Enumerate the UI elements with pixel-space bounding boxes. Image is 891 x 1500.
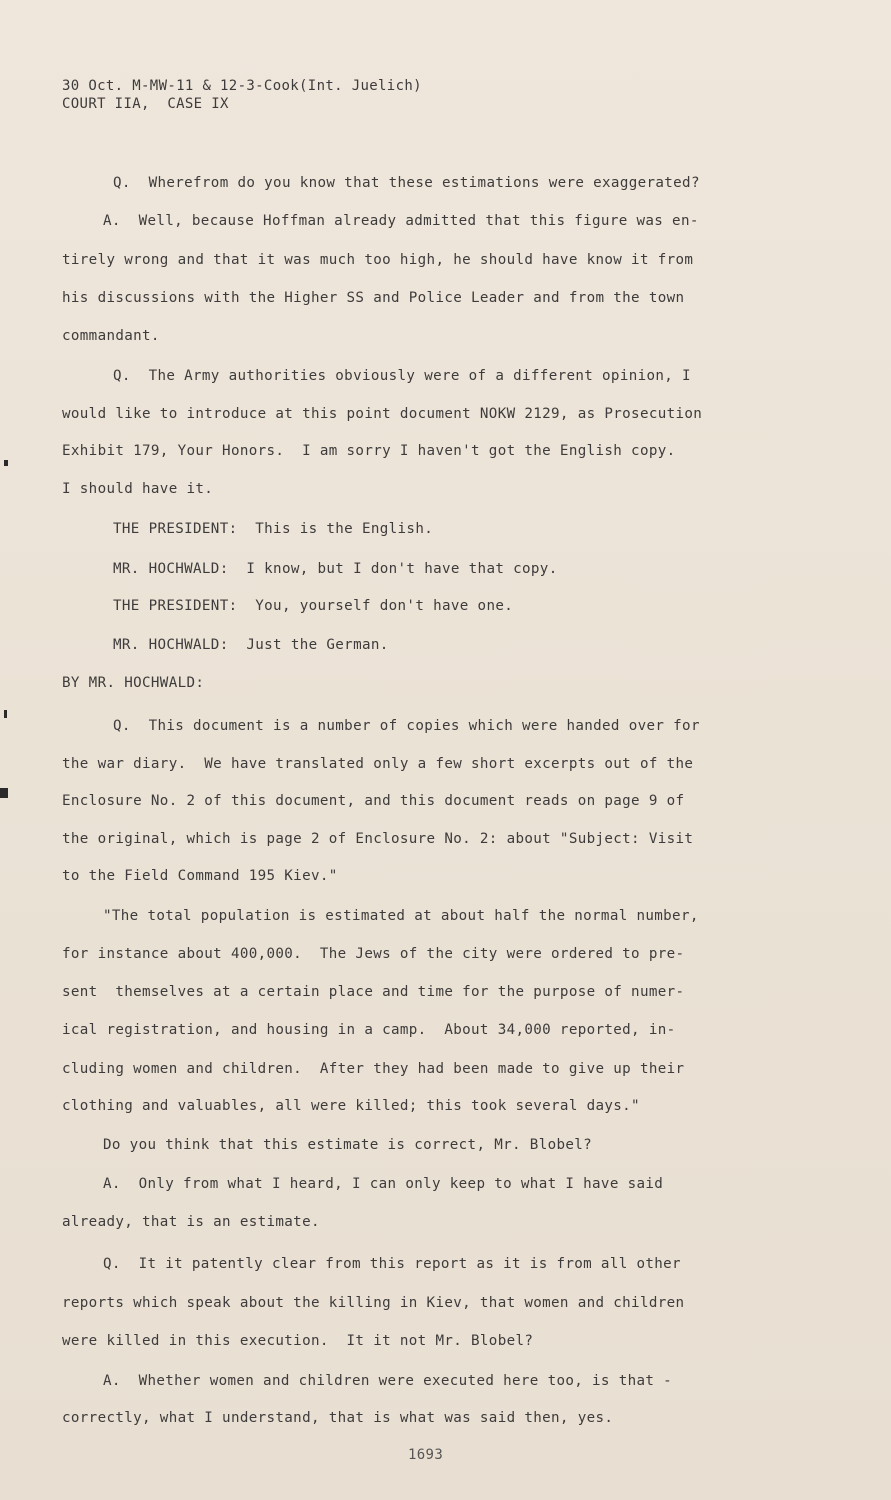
text-line: the original, which is page 2 of Enclosure No. 2: about "Subject: Visit bbox=[62, 831, 694, 847]
text-line: commandant. bbox=[62, 328, 160, 344]
answer-line: A. Whether women and children were executed here too, is that - bbox=[103, 1373, 673, 1389]
header-session-line: 30 Oct. M-MW-11 & 12-3-Cook(Int. Juelich) bbox=[62, 78, 422, 94]
question-line: Q. It it patently clear from this report as it is from all other bbox=[103, 1256, 681, 1272]
president-line: THE PRESIDENT: This is the English. bbox=[113, 521, 434, 537]
question-line: Do you think that this estimate is correct, Mr. Blobel? bbox=[103, 1137, 593, 1153]
quoted-excerpt-line: cluding women and children. After they had been made to give up their bbox=[62, 1061, 685, 1077]
answer-line: A. Well, because Hoffman already admitted that this figure was en- bbox=[103, 213, 699, 229]
quoted-excerpt-line: clothing and valuables, all were killed; this took several days." bbox=[62, 1098, 640, 1114]
question-line: Q. Wherefrom do you know that these estimations were exaggerated? bbox=[113, 175, 700, 191]
text-line: Enclosure No. 2 of this document, and this document reads on page 9 of bbox=[62, 793, 685, 809]
text-line: to the Field Command 195 Kiev." bbox=[62, 868, 338, 884]
quoted-excerpt-line: sent themselves at a certain place and time for the purpose of numer- bbox=[62, 984, 685, 1000]
header-court-line: COURT IIA, CASE IX bbox=[62, 96, 229, 112]
text-line: already, that is an estimate. bbox=[62, 1214, 320, 1230]
text-line: tirely wrong and that it was much too high, he should have know it from bbox=[62, 252, 694, 268]
text-line: were killed in this execution. It it not Mr. Blobel? bbox=[62, 1333, 534, 1349]
question-line: Q. This document is a number of copies which were handed over for bbox=[113, 718, 700, 734]
text-line: correctly, what I understand, that is what was said then, yes. bbox=[62, 1410, 614, 1426]
text-line: the war diary. We have translated only a few short excerpts out of the bbox=[62, 756, 694, 772]
text-line: I should have it. bbox=[62, 481, 214, 497]
text-line: reports which speak about the killing in Kiev, that women and children bbox=[62, 1295, 685, 1311]
text-line: his discussions with the Higher SS and Police Leader and from the town bbox=[62, 290, 685, 306]
margin-speck bbox=[4, 460, 8, 466]
margin-speck bbox=[0, 788, 8, 798]
question-line: Q. The Army authorities obviously were of a different opinion, I bbox=[113, 368, 691, 384]
text-line: Exhibit 179, Your Honors. I am sorry I haven't got the English copy. bbox=[62, 443, 676, 459]
examiner-heading: BY MR. HOCHWALD: bbox=[62, 675, 205, 691]
quoted-excerpt-line: for instance about 400,000. The Jews of the city were ordered to pre- bbox=[62, 946, 685, 962]
hochwald-line: MR. HOCHWALD: Just the German. bbox=[113, 637, 389, 653]
quoted-excerpt-line: ical registration, and housing in a camp. About 34,000 reported, in- bbox=[62, 1022, 676, 1038]
page-number: 1693 bbox=[408, 1447, 444, 1463]
margin-speck bbox=[4, 710, 7, 718]
answer-line: A. Only from what I heard, I can only keep to what I have said bbox=[103, 1176, 664, 1192]
hochwald-line: MR. HOCHWALD: I know, but I don't have that copy. bbox=[113, 561, 558, 577]
text-line: would like to introduce at this point document NOKW 2129, as Prosecution bbox=[62, 406, 703, 422]
president-line: THE PRESIDENT: You, yourself don't have one. bbox=[113, 598, 514, 614]
quoted-excerpt-line: "The total population is estimated at about half the normal number, bbox=[103, 908, 699, 924]
